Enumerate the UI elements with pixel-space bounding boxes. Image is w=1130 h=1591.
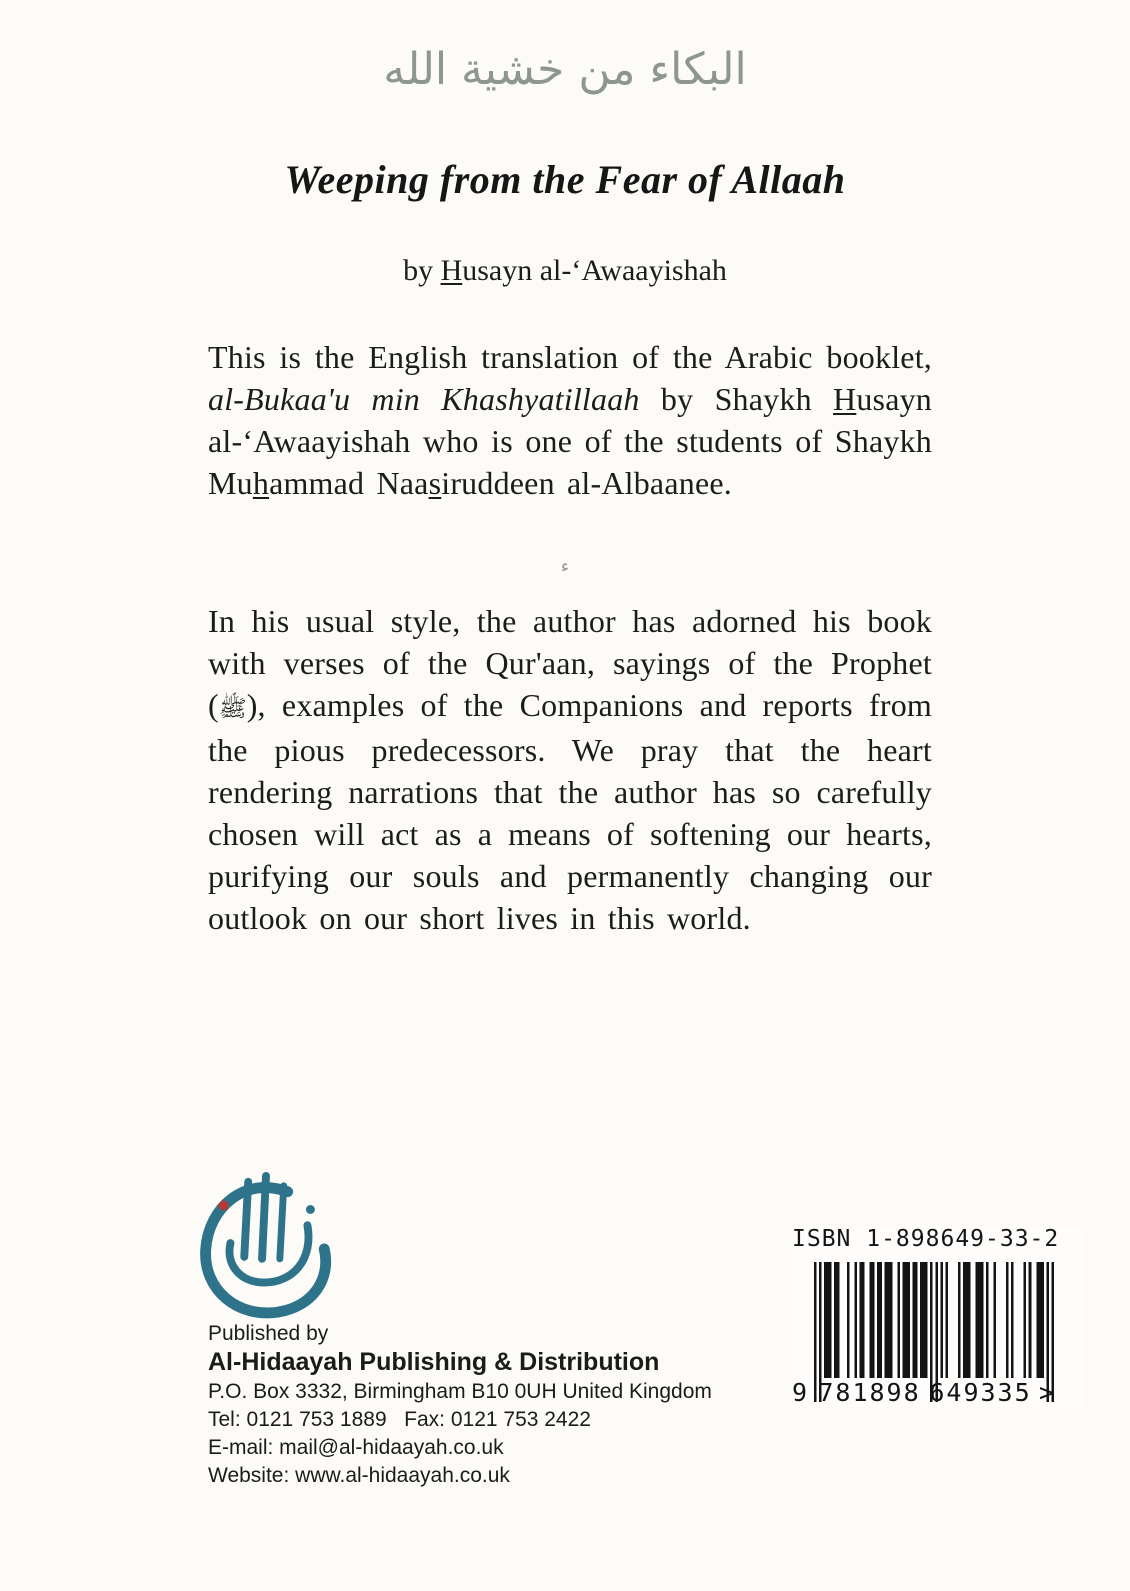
barcode-digit-system: 9 [792, 1378, 808, 1407]
publisher-name: Al-Hidaayah Publishing & Distribution [208, 1348, 660, 1376]
published-by-label: Published by [208, 1322, 329, 1345]
publisher-logo [190, 1168, 340, 1326]
arabic-calligraphy-title: البكاء من خشية الله [383, 44, 747, 95]
barcode-arrow: > [1038, 1378, 1054, 1407]
description-paragraph-2: In his usual style, the author has adorned his book with verses of the Qur'aan, sayings of the Prophet (ﷺ), examples of the Companions and reports from the pious predecessors. We pray that the heart rendering narrations that the author has so carefully chosen will act as a means of softening our hearts, purifying our souls and permanently changing our outlook on our short lives in this world. [208, 603, 932, 936]
publisher-block [208, 1320, 728, 1490]
publisher-phone-fax: Tel: 0121 753 1889 Fax: 0121 753 2422 [208, 1408, 591, 1431]
isbn-block [792, 1226, 1082, 1407]
author-byline: by Husayn al-‘Awaayishah [403, 254, 727, 287]
barcode-digits [792, 1378, 1054, 1407]
book-title: Weeping from the Fear of Allaah [284, 157, 846, 202]
publisher-email: E-mail: mail@al-hidaayah.co.uk [208, 1436, 504, 1459]
divider-mark: ء [560, 556, 570, 576]
barcode-digits-left: 781898 [818, 1378, 921, 1407]
barcode-digits-right: 649335 [929, 1378, 1032, 1407]
description-paragraph-1: This is the English translation of the Arabic booklet, al-Bukaa'u min Khashyatillaah by Shaykh Husayn al-‘Awaayishah who is one of the students of Shaykh Muhammad Naasiruddeen al-Albaanee. [208, 339, 932, 501]
publisher-website: Website: www.al-hidaayah.co.uk [208, 1464, 510, 1487]
publisher-address: P.O. Box 3332, Birmingham B10 0UH United Kingdom [208, 1380, 712, 1403]
isbn-number: ISBN 1-898649-33-2 [792, 1226, 1060, 1252]
